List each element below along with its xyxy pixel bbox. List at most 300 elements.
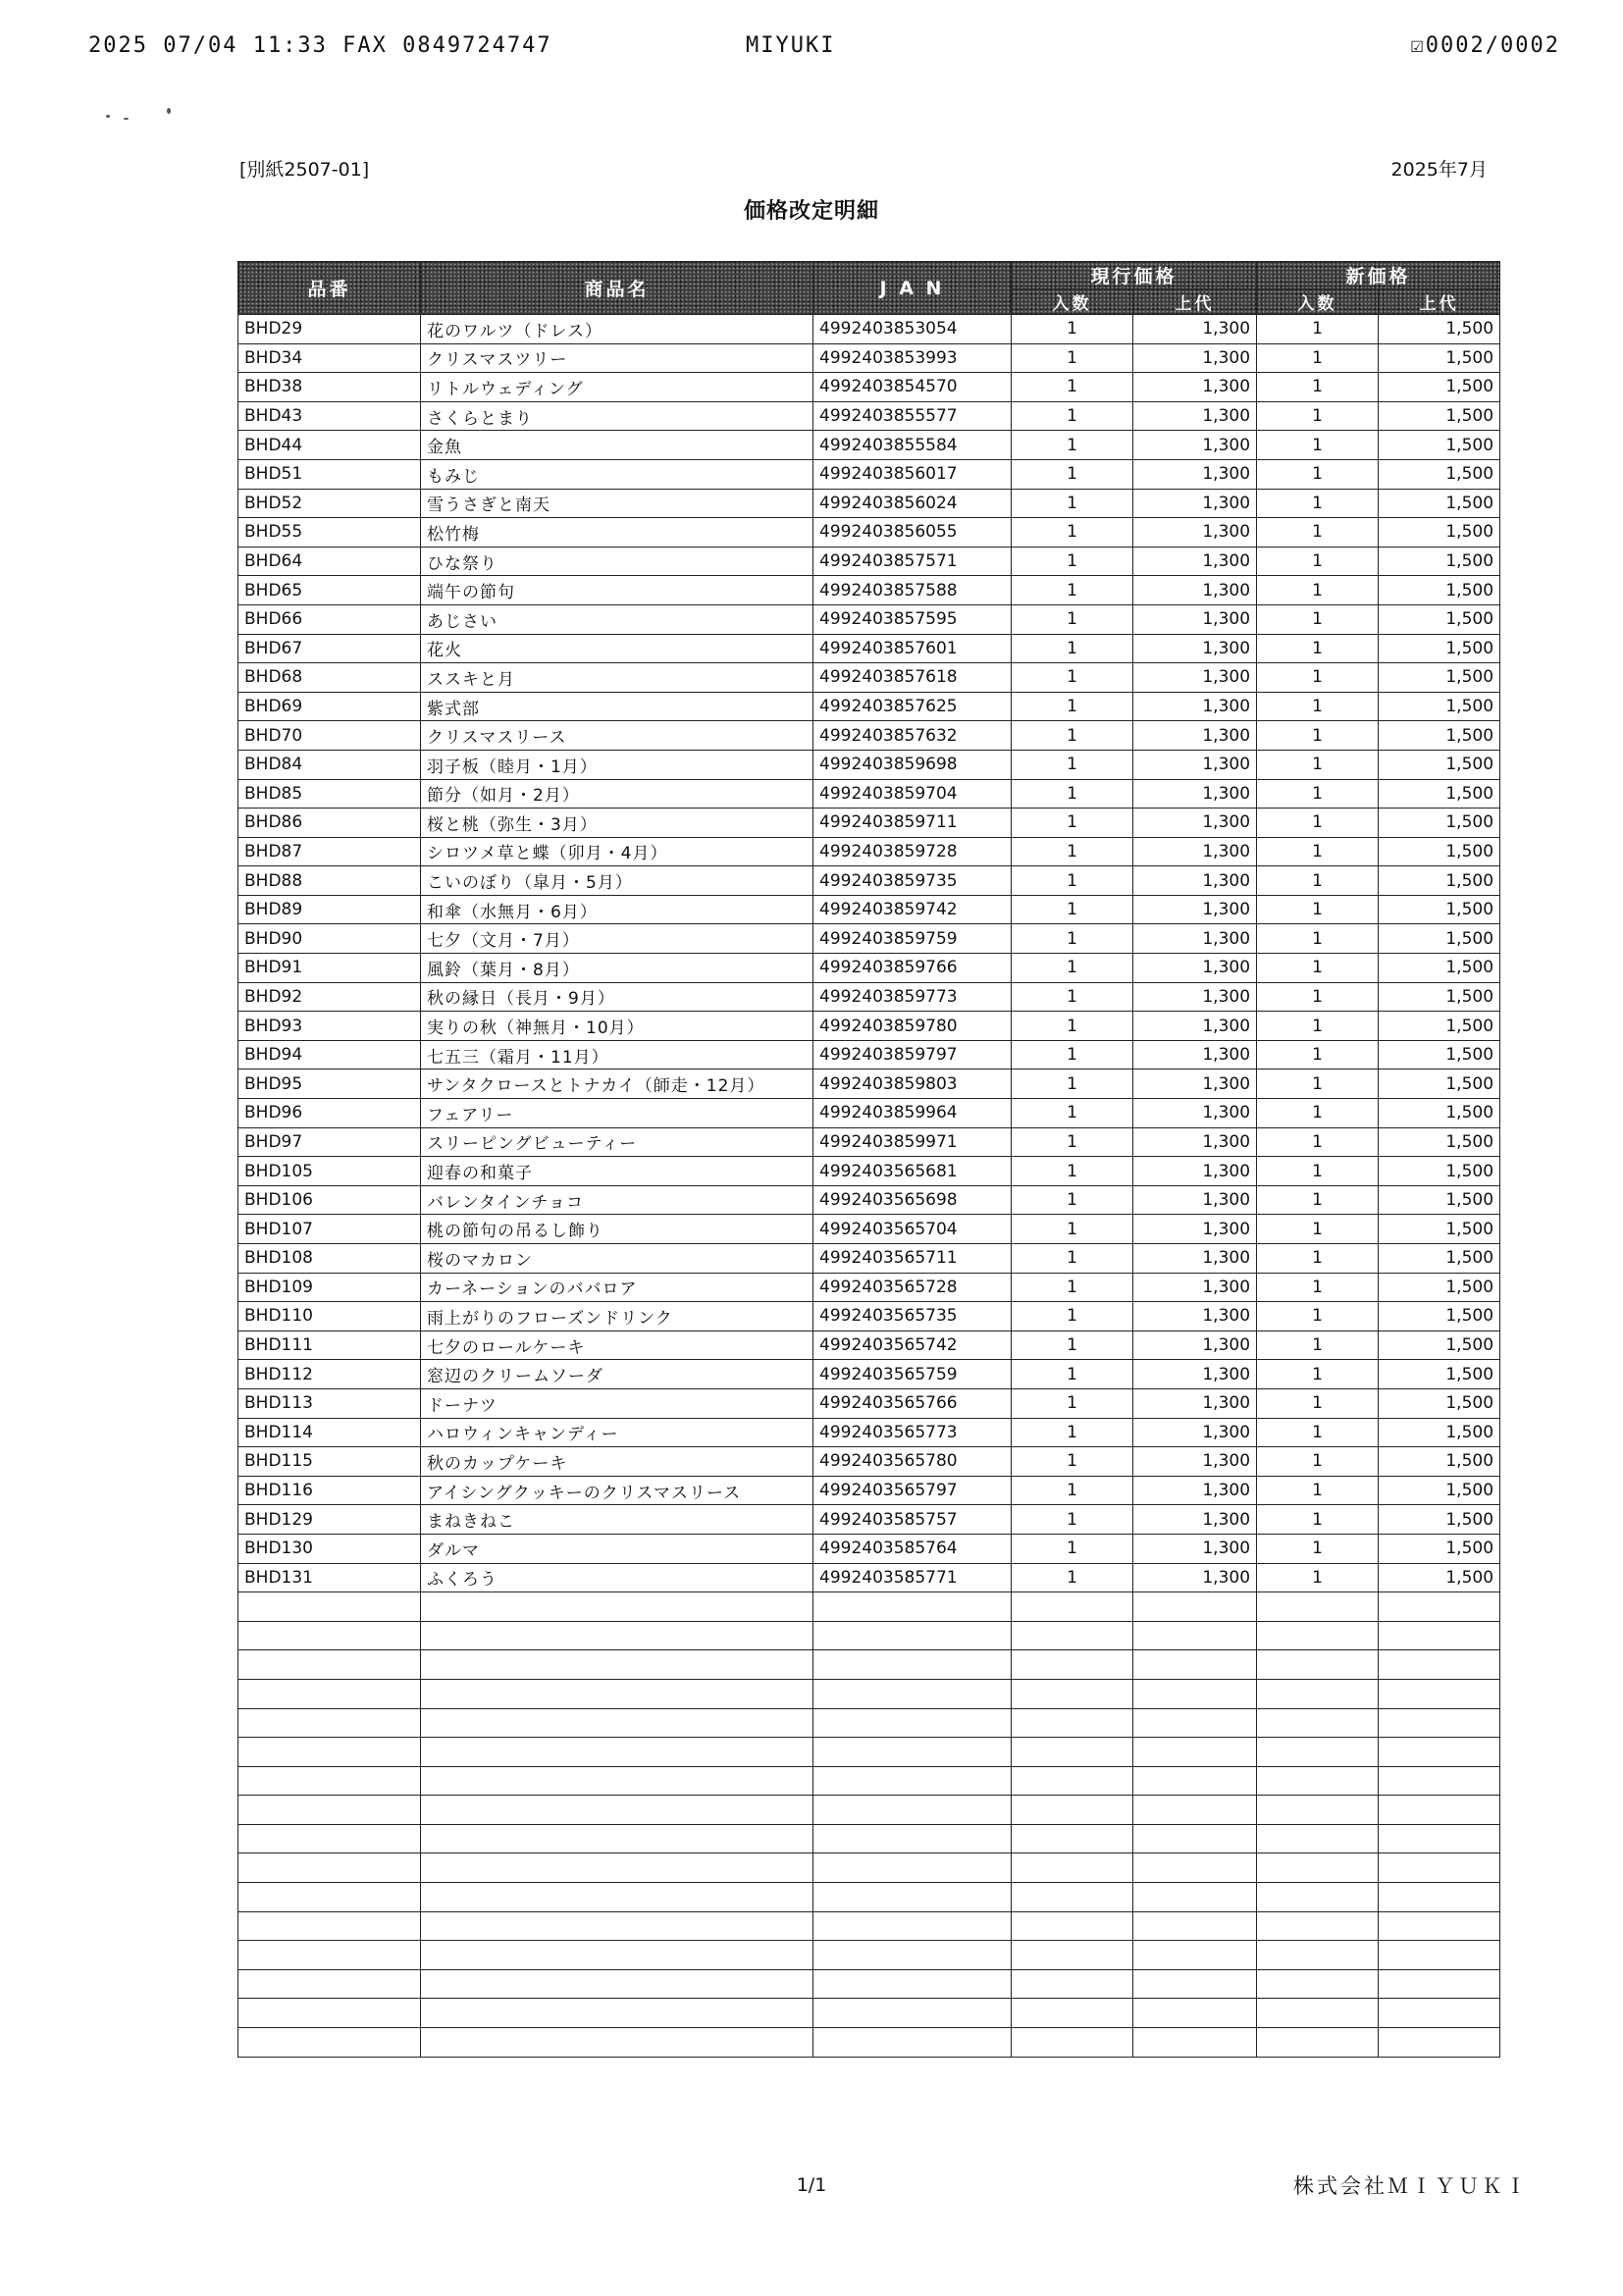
blank-cell (1012, 1969, 1133, 1999)
cell-jan: 4992403565728 (813, 1273, 1012, 1302)
cell-new-qty: 1 (1257, 809, 1379, 838)
table-row (238, 1331, 1500, 1360)
cell-new-qty: 1 (1257, 604, 1379, 634)
blank-cell (1012, 1796, 1133, 1825)
table-row (238, 663, 1500, 693)
page-number: 1/1 (796, 2174, 827, 2196)
cell-name: 桜のマカロン (421, 1244, 813, 1274)
cell-new-qty: 1 (1257, 1534, 1379, 1563)
cell-new-retail: 1,500 (1379, 895, 1500, 924)
blank-cell (1257, 1650, 1379, 1680)
page-title: 価格改定明細 (743, 199, 879, 224)
price-revision-table-wrapper (237, 261, 1500, 2058)
cell-current-qty: 1 (1012, 634, 1133, 663)
col-header-jan: J A N (813, 262, 1012, 315)
blank-row (238, 1621, 1500, 1650)
cell-new-retail: 1,500 (1379, 634, 1500, 663)
blank-cell (1012, 1650, 1133, 1680)
cell-jan: 4992403565742 (813, 1331, 1012, 1360)
cell-new-qty: 1 (1257, 692, 1379, 721)
cell-jan: 4992403565681 (813, 1157, 1012, 1186)
table-row (238, 1563, 1500, 1592)
cell-current-qty: 1 (1012, 1331, 1133, 1360)
blank-cell (1133, 1621, 1257, 1650)
table-row (238, 401, 1500, 431)
table-row (238, 431, 1500, 460)
cell-current-retail: 1,300 (1133, 924, 1257, 954)
blank-cell (1379, 1679, 1500, 1708)
blank-cell (1133, 1853, 1257, 1883)
blank-cell (1257, 1999, 1379, 2028)
cell-current-qty: 1 (1012, 866, 1133, 896)
cell-name: 雪うさぎと南天 (421, 489, 813, 518)
blank-cell (813, 1911, 1012, 1941)
blank-cell (421, 1621, 813, 1650)
cell-jan: 4992403565704 (813, 1215, 1012, 1244)
scan-speck (167, 108, 171, 114)
cell-code: BHD64 (238, 547, 421, 576)
cell-jan: 4992403859742 (813, 895, 1012, 924)
cell-code: BHD107 (238, 1215, 421, 1244)
cell-code: BHD89 (238, 895, 421, 924)
cell-new-retail: 1,500 (1379, 1476, 1500, 1505)
blank-cell (238, 1621, 421, 1650)
cell-current-retail: 1,300 (1133, 1070, 1257, 1099)
cell-new-retail: 1,500 (1379, 866, 1500, 896)
col-header-new-qty: 入数 (1257, 289, 1379, 315)
cell-current-qty: 1 (1012, 373, 1133, 402)
blank-cell (1133, 1969, 1257, 1999)
cell-current-qty: 1 (1012, 1157, 1133, 1186)
blank-cell (1012, 1911, 1133, 1941)
cell-current-qty: 1 (1012, 1447, 1133, 1477)
blank-row (238, 1999, 1500, 2028)
cell-jan: 4992403565780 (813, 1447, 1012, 1477)
cell-current-qty: 1 (1012, 1360, 1133, 1389)
blank-cell (421, 1853, 813, 1883)
cell-code: BHD86 (238, 809, 421, 838)
scan-speck (124, 118, 129, 120)
cell-new-retail: 1,500 (1379, 518, 1500, 548)
blank-cell (1379, 1883, 1500, 1912)
blank-row (238, 1883, 1500, 1912)
cell-jan: 4992403859971 (813, 1127, 1012, 1157)
cell-new-retail: 1,500 (1379, 954, 1500, 983)
cell-current-retail: 1,300 (1133, 315, 1257, 344)
cell-name: カーネーションのババロア (421, 1273, 813, 1302)
document-date: 2025年7月 (1390, 159, 1488, 181)
cell-code: BHD116 (238, 1476, 421, 1505)
cell-new-qty: 1 (1257, 518, 1379, 548)
cell-current-qty: 1 (1012, 1070, 1133, 1099)
cell-jan: 4992403857632 (813, 721, 1012, 751)
cell-name: ハロウィンキャンディー (421, 1418, 813, 1447)
blank-cell (1133, 1796, 1257, 1825)
blank-cell (421, 1999, 813, 2028)
table-row (238, 837, 1500, 866)
blank-cell (1379, 1853, 1500, 1883)
cell-new-qty: 1 (1257, 866, 1379, 896)
cell-current-qty: 1 (1012, 663, 1133, 693)
cell-name: 窓辺のクリームソーダ (421, 1360, 813, 1389)
table-row (238, 982, 1500, 1012)
cell-current-retail: 1,300 (1133, 663, 1257, 693)
cell-new-retail: 1,500 (1379, 1360, 1500, 1389)
blank-cell (421, 2028, 813, 2058)
blank-cell (1133, 1679, 1257, 1708)
table-row (238, 954, 1500, 983)
cell-code: BHD38 (238, 373, 421, 402)
cell-current-qty: 1 (1012, 895, 1133, 924)
cell-current-qty: 1 (1012, 1563, 1133, 1592)
blank-cell (1257, 1621, 1379, 1650)
blank-cell (813, 1883, 1012, 1912)
cell-new-retail: 1,500 (1379, 547, 1500, 576)
cell-name: 和傘（水無月・6月） (421, 895, 813, 924)
cell-jan: 4992403857588 (813, 576, 1012, 605)
table-row (238, 1157, 1500, 1186)
cell-jan: 4992403859780 (813, 1012, 1012, 1041)
cell-new-qty: 1 (1257, 837, 1379, 866)
cell-name: 桃の節句の吊るし飾り (421, 1215, 813, 1244)
cell-current-qty: 1 (1012, 750, 1133, 779)
cell-current-qty: 1 (1012, 604, 1133, 634)
cell-name: 端午の節句 (421, 576, 813, 605)
cell-current-retail: 1,300 (1133, 547, 1257, 576)
cell-new-retail: 1,500 (1379, 459, 1500, 489)
blank-cell (1379, 1911, 1500, 1941)
cell-jan: 4992403857601 (813, 634, 1012, 663)
blank-cell (1133, 1824, 1257, 1853)
cell-new-qty: 1 (1257, 1070, 1379, 1099)
blank-cell (813, 2028, 1012, 2058)
blank-cell (238, 1738, 421, 1767)
blank-cell (1379, 2028, 1500, 2058)
cell-new-retail: 1,500 (1379, 1127, 1500, 1157)
cell-current-qty: 1 (1012, 1273, 1133, 1302)
blank-cell (1379, 1738, 1500, 1767)
blank-cell (813, 1621, 1012, 1650)
cell-code: BHD70 (238, 721, 421, 751)
cell-new-retail: 1,500 (1379, 663, 1500, 693)
cell-name: 雨上がりのフローズンドリンク (421, 1302, 813, 1331)
table-row (238, 343, 1500, 373)
cell-new-retail: 1,500 (1379, 779, 1500, 809)
cell-code: BHD34 (238, 343, 421, 373)
blank-cell (238, 1708, 421, 1738)
blank-cell (1133, 1650, 1257, 1680)
cell-current-retail: 1,300 (1133, 1012, 1257, 1041)
cell-new-qty: 1 (1257, 373, 1379, 402)
cell-current-qty: 1 (1012, 924, 1133, 954)
cell-name: ひな祭り (421, 547, 813, 576)
blank-cell (421, 1738, 813, 1767)
cell-name: ドーナツ (421, 1388, 813, 1418)
cell-name: 秋のカップケーキ (421, 1447, 813, 1477)
cell-new-qty: 1 (1257, 489, 1379, 518)
cell-jan: 4992403856017 (813, 459, 1012, 489)
cell-current-qty: 1 (1012, 547, 1133, 576)
blank-cell (1379, 1708, 1500, 1738)
cell-current-retail: 1,300 (1133, 401, 1257, 431)
company-name: 株式会社ＭＩＹＵＫＩ (1293, 2174, 1529, 2198)
cell-jan: 4992403854570 (813, 373, 1012, 402)
cell-new-retail: 1,500 (1379, 1563, 1500, 1592)
blank-cell (238, 1766, 421, 1796)
cell-new-retail: 1,500 (1379, 401, 1500, 431)
cell-new-qty: 1 (1257, 1331, 1379, 1360)
table-row (238, 895, 1500, 924)
table-row (238, 1360, 1500, 1389)
cell-new-qty: 1 (1257, 1099, 1379, 1128)
cell-jan: 4992403857618 (813, 663, 1012, 693)
blank-cell (1012, 1999, 1133, 2028)
blank-cell (1133, 1941, 1257, 1970)
cell-code: BHD66 (238, 604, 421, 634)
cell-name: 羽子板（睦月・1月） (421, 750, 813, 779)
cell-new-qty: 1 (1257, 750, 1379, 779)
table-row (238, 489, 1500, 518)
blank-cell (1257, 1911, 1379, 1941)
cell-name: 迎春の和菓子 (421, 1157, 813, 1186)
cell-current-retail: 1,300 (1133, 1127, 1257, 1157)
cell-current-retail: 1,300 (1133, 1476, 1257, 1505)
table-row (238, 924, 1500, 954)
blank-cell (1012, 1679, 1133, 1708)
cell-current-retail: 1,300 (1133, 1331, 1257, 1360)
blank-cell (813, 1738, 1012, 1767)
table-row (238, 1127, 1500, 1157)
table-row (238, 1505, 1500, 1535)
cell-current-retail: 1,300 (1133, 1388, 1257, 1418)
table-row (238, 1302, 1500, 1331)
blank-cell (1012, 1853, 1133, 1883)
cell-new-retail: 1,500 (1379, 1215, 1500, 1244)
blank-cell (813, 1999, 1012, 2028)
cell-new-retail: 1,500 (1379, 721, 1500, 751)
cell-current-retail: 1,300 (1133, 837, 1257, 866)
cell-new-retail: 1,500 (1379, 809, 1500, 838)
table-row (238, 1099, 1500, 1128)
cell-new-qty: 1 (1257, 576, 1379, 605)
blank-cell (421, 1796, 813, 1825)
cell-current-retail: 1,300 (1133, 779, 1257, 809)
cell-name: 実りの秋（神無月・10月） (421, 1012, 813, 1041)
cell-current-qty: 1 (1012, 721, 1133, 751)
blank-cell (1012, 1708, 1133, 1738)
cell-jan: 4992403859766 (813, 954, 1012, 983)
blank-cell (1133, 1999, 1257, 2028)
cell-new-qty: 1 (1257, 895, 1379, 924)
blank-cell (813, 1824, 1012, 1853)
cell-new-retail: 1,500 (1379, 750, 1500, 779)
blank-cell (421, 1679, 813, 1708)
cell-new-qty: 1 (1257, 1388, 1379, 1418)
table-row (238, 1388, 1500, 1418)
header-row (238, 262, 1500, 289)
cell-current-qty: 1 (1012, 1185, 1133, 1215)
blank-cell (1012, 1592, 1133, 1622)
cell-current-retail: 1,300 (1133, 604, 1257, 634)
blank-row (238, 1796, 1500, 1825)
table-row (238, 721, 1500, 751)
cell-code: BHD44 (238, 431, 421, 460)
col-header-code: 品番 (238, 262, 421, 315)
blank-cell (421, 1883, 813, 1912)
cell-jan: 4992403859711 (813, 809, 1012, 838)
cell-current-qty: 1 (1012, 779, 1133, 809)
cell-jan: 4992403585771 (813, 1563, 1012, 1592)
cell-current-qty: 1 (1012, 1215, 1133, 1244)
table-row (238, 1012, 1500, 1041)
table-row (238, 1070, 1500, 1099)
cell-name: バレンタインチョコ (421, 1185, 813, 1215)
table-row (238, 1185, 1500, 1215)
blank-cell (1257, 1853, 1379, 1883)
cell-name: 紫式部 (421, 692, 813, 721)
cell-current-qty: 1 (1012, 1099, 1133, 1128)
fax-timestamp: 2025 07/04 11:33 FAX 0849724747 (88, 33, 552, 58)
cell-code: BHD131 (238, 1563, 421, 1592)
cell-jan: 4992403565797 (813, 1476, 1012, 1505)
blank-cell (238, 1650, 421, 1680)
blank-cell (238, 1592, 421, 1622)
cell-new-qty: 1 (1257, 315, 1379, 344)
cell-current-qty: 1 (1012, 954, 1133, 983)
cell-jan: 4992403585764 (813, 1534, 1012, 1563)
blank-cell (1133, 1766, 1257, 1796)
cell-new-qty: 1 (1257, 1302, 1379, 1331)
cell-new-retail: 1,500 (1379, 604, 1500, 634)
cell-name: 節分（如月・2月） (421, 779, 813, 809)
table-row (238, 1418, 1500, 1447)
fax-header (88, 33, 1560, 67)
cell-code: BHD84 (238, 750, 421, 779)
blank-cell (1133, 2028, 1257, 2058)
cell-code: BHD52 (238, 489, 421, 518)
cell-jan: 4992403585757 (813, 1505, 1012, 1535)
col-header-new-retail: 上代 (1379, 289, 1500, 315)
cell-current-retail: 1,300 (1133, 1360, 1257, 1389)
cell-code: BHD110 (238, 1302, 421, 1331)
cell-code: BHD91 (238, 954, 421, 983)
cell-new-retail: 1,500 (1379, 1185, 1500, 1215)
cell-current-qty: 1 (1012, 489, 1133, 518)
blank-cell (1012, 1621, 1133, 1650)
cell-new-retail: 1,500 (1379, 315, 1500, 344)
blank-cell (813, 1679, 1012, 1708)
table-row (238, 1476, 1500, 1505)
cell-name: ふくろう (421, 1563, 813, 1592)
blank-cell (1379, 1941, 1500, 1970)
cell-current-retail: 1,300 (1133, 1302, 1257, 1331)
blank-row (238, 1853, 1500, 1883)
cell-new-retail: 1,500 (1379, 1012, 1500, 1041)
scan-speck (106, 115, 110, 118)
cell-code: BHD92 (238, 982, 421, 1012)
cell-name: もみじ (421, 459, 813, 489)
cell-jan: 4992403857595 (813, 604, 1012, 634)
cell-name: 花火 (421, 634, 813, 663)
cell-code: BHD88 (238, 866, 421, 896)
blank-cell (1257, 1883, 1379, 1912)
col-header-current-price: 現行価格 (1012, 262, 1257, 289)
fax-page-counter: ☑0002/0002 (1410, 33, 1560, 58)
table-row (238, 1534, 1500, 1563)
blank-cell (1257, 1824, 1379, 1853)
blank-row (238, 1911, 1500, 1941)
blank-cell (421, 1650, 813, 1680)
cell-name: 七五三（霜月・11月） (421, 1040, 813, 1070)
cell-new-qty: 1 (1257, 1505, 1379, 1535)
cell-jan: 4992403855577 (813, 401, 1012, 431)
cell-current-retail: 1,300 (1133, 1447, 1257, 1477)
blank-cell (1133, 1883, 1257, 1912)
blank-cell (1012, 1824, 1133, 1853)
cell-new-qty: 1 (1257, 634, 1379, 663)
cell-new-retail: 1,500 (1379, 373, 1500, 402)
blank-cell (421, 1708, 813, 1738)
cell-current-retail: 1,300 (1133, 634, 1257, 663)
cell-new-retail: 1,500 (1379, 431, 1500, 460)
cell-new-retail: 1,500 (1379, 1099, 1500, 1128)
cell-current-retail: 1,300 (1133, 1185, 1257, 1215)
cell-code: BHD105 (238, 1157, 421, 1186)
cell-new-retail: 1,500 (1379, 1418, 1500, 1447)
cell-current-qty: 1 (1012, 1505, 1133, 1535)
blank-cell (1379, 1650, 1500, 1680)
table-row (238, 692, 1500, 721)
col-header-new-price: 新価格 (1257, 262, 1500, 289)
cell-current-qty: 1 (1012, 1302, 1133, 1331)
cell-code: BHD67 (238, 634, 421, 663)
cell-name: クリスマスリース (421, 721, 813, 751)
cell-name: フェアリー (421, 1099, 813, 1128)
cell-new-qty: 1 (1257, 721, 1379, 751)
cell-current-retail: 1,300 (1133, 1563, 1257, 1592)
table-row (238, 1273, 1500, 1302)
fax-sender: MIYUKI (746, 33, 836, 58)
cell-code: BHD129 (238, 1505, 421, 1535)
cell-jan: 4992403859797 (813, 1040, 1012, 1070)
cell-new-qty: 1 (1257, 1447, 1379, 1477)
cell-code: BHD114 (238, 1418, 421, 1447)
table-row (238, 518, 1500, 548)
cell-code: BHD43 (238, 401, 421, 431)
blank-cell (421, 1911, 813, 1941)
blank-cell (1379, 1824, 1500, 1853)
blank-cell (813, 1969, 1012, 1999)
blank-cell (1133, 1911, 1257, 1941)
cell-current-retail: 1,300 (1133, 518, 1257, 548)
cell-current-retail: 1,300 (1133, 866, 1257, 896)
blank-cell (421, 1824, 813, 1853)
table-row (238, 866, 1500, 896)
cell-code: BHD96 (238, 1099, 421, 1128)
col-header-current-retail: 上代 (1133, 289, 1257, 315)
cell-jan: 4992403565759 (813, 1360, 1012, 1389)
blank-cell (238, 1999, 421, 2028)
cell-new-qty: 1 (1257, 1244, 1379, 1274)
cell-current-qty: 1 (1012, 1244, 1133, 1274)
blank-cell (1257, 1679, 1379, 1708)
cell-current-retail: 1,300 (1133, 431, 1257, 460)
blank-row (238, 1824, 1500, 1853)
cell-current-retail: 1,300 (1133, 982, 1257, 1012)
blank-cell (238, 1911, 421, 1941)
cell-new-qty: 1 (1257, 343, 1379, 373)
cell-new-retail: 1,500 (1379, 576, 1500, 605)
